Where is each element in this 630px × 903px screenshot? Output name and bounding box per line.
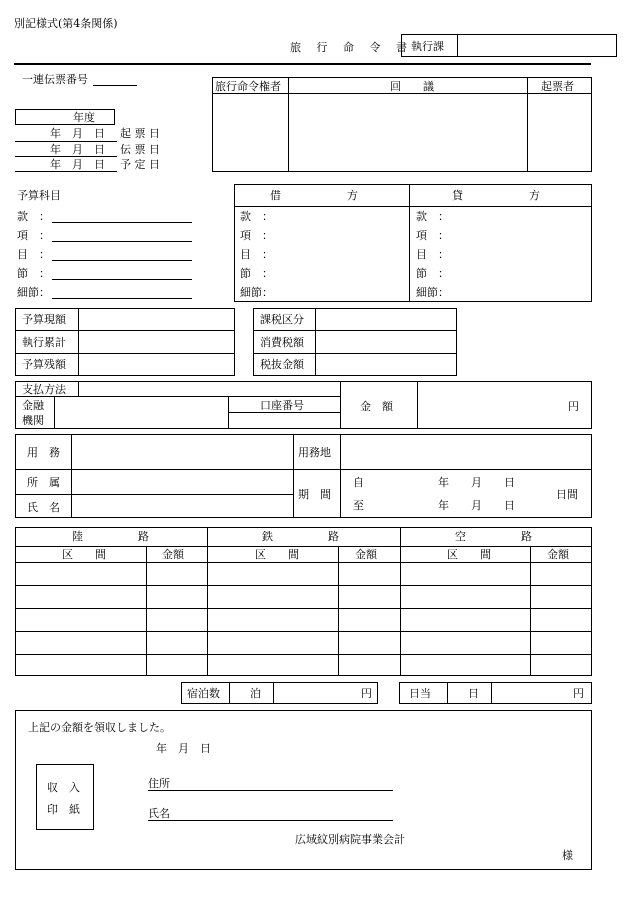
debit-item: 節 ： bbox=[240, 267, 273, 280]
debit-item: 目 ： bbox=[240, 248, 273, 261]
payment-method-label: 支払方法 bbox=[22, 383, 66, 396]
budget-item-field[interactable] bbox=[52, 241, 192, 242]
credit-item: 細節： bbox=[416, 286, 449, 299]
receipt-text: 上記の金額を領収しました。 bbox=[28, 721, 171, 734]
payment-yen: 円 bbox=[568, 400, 579, 413]
date-row-label: 伝 票 日 bbox=[120, 143, 160, 156]
tax-category-label: 課税区分 bbox=[260, 313, 304, 326]
land-section-header: 区 間 bbox=[62, 548, 106, 561]
credit-item: 項 ： bbox=[416, 229, 449, 242]
period-to-label: 至 bbox=[353, 499, 364, 512]
rail-section-header: 区 間 bbox=[255, 548, 299, 561]
account-number-label: 口座番号 bbox=[260, 399, 304, 412]
credit-header: 貸 方 bbox=[452, 189, 540, 202]
debit-item: 款 ： bbox=[240, 210, 273, 223]
budget-item-field[interactable] bbox=[52, 260, 192, 261]
lodging-nights-unit: 泊 bbox=[250, 687, 261, 700]
fiscal-year-box[interactable] bbox=[15, 109, 115, 125]
bank-label-2: 機関 bbox=[22, 414, 44, 427]
credit-item: 節 ： bbox=[416, 267, 449, 280]
credit-item: 目 ： bbox=[416, 248, 449, 261]
debit-item: 項 ： bbox=[240, 229, 273, 242]
air-amount-header: 金額 bbox=[547, 548, 569, 561]
header-rule bbox=[14, 63, 591, 65]
date-row-label: 起 票 日 bbox=[120, 127, 160, 140]
air-section-header: 区 間 bbox=[447, 548, 491, 561]
approval-col-drafter: 起票者 bbox=[541, 80, 574, 93]
revenue-stamp-text-2: 印 紙 bbox=[47, 803, 80, 816]
signer-name-label: 氏名 bbox=[148, 807, 170, 820]
lodging-count-label: 宿泊数 bbox=[187, 687, 220, 700]
period-from-date: 年 月 日 bbox=[438, 476, 515, 489]
air-route-header: 空 路 bbox=[455, 530, 532, 543]
fiscal-year-label: 年度 bbox=[73, 111, 95, 124]
revenue-stamp-text-1: 収 入 bbox=[47, 781, 80, 794]
address-field[interactable] bbox=[148, 790, 393, 791]
period-label: 期 間 bbox=[298, 488, 331, 501]
duty-label: 用 務 bbox=[27, 446, 60, 459]
period-days-label: 日間 bbox=[556, 488, 578, 501]
voucher-label: 一連伝票番号 bbox=[22, 73, 88, 86]
credit-item: 款 ： bbox=[416, 210, 449, 223]
budget-item-field[interactable] bbox=[52, 222, 192, 223]
receipt-date: 年 月 日 bbox=[156, 742, 211, 755]
budget-item-label: 項 ： bbox=[17, 229, 50, 242]
form-reference: 別記様式(第4条関係) bbox=[14, 17, 118, 30]
affiliation-label: 所 属 bbox=[27, 476, 60, 489]
bank-label: 金融 bbox=[22, 399, 44, 412]
allowance-yen: 円 bbox=[573, 687, 584, 700]
budget-current-label: 予算現額 bbox=[22, 313, 66, 326]
organization-name: 広域紋別病院事業会計 bbox=[295, 833, 405, 846]
payment-amount-label: 金 額 bbox=[360, 400, 393, 413]
date-row-ymd: 年 月 日 bbox=[50, 143, 105, 156]
allowance-day-unit: 日 bbox=[468, 687, 479, 700]
execution-total-label: 執行累計 bbox=[22, 336, 66, 349]
land-amount-header: 金額 bbox=[162, 548, 184, 561]
land-route-header: 陸 路 bbox=[72, 530, 149, 543]
voucher-number-field[interactable] bbox=[93, 85, 137, 86]
debit-header: 借 方 bbox=[270, 189, 358, 202]
duty-place-label: 用務地 bbox=[298, 446, 331, 459]
budget-item-field[interactable] bbox=[52, 279, 192, 280]
pretax-amount-label: 税抜金額 bbox=[260, 358, 304, 371]
lodging-yen: 円 bbox=[361, 687, 372, 700]
dept-divider bbox=[457, 34, 458, 57]
dept-label: 執行課 bbox=[411, 40, 444, 53]
debit-item: 細節： bbox=[240, 286, 273, 299]
budget-item-label: 細節： bbox=[17, 286, 50, 299]
revenue-stamp-box bbox=[36, 764, 94, 830]
form-title: 旅 行 命 令 書 bbox=[290, 41, 413, 54]
rail-route-header: 鉄 路 bbox=[262, 530, 339, 543]
rail-amount-header: 金額 bbox=[355, 548, 377, 561]
date-row-ymd: 年 月 日 bbox=[50, 127, 105, 140]
approval-col-circulation: 回 議 bbox=[390, 80, 434, 93]
budget-item-label: 目 ： bbox=[17, 248, 50, 261]
budget-item-field[interactable] bbox=[52, 298, 192, 299]
address-label: 住所 bbox=[148, 777, 170, 790]
name-label: 氏 名 bbox=[27, 501, 60, 514]
daily-allowance-label: 日当 bbox=[409, 687, 431, 700]
budget-remaining-label: 予算残額 bbox=[22, 358, 66, 371]
honorific-sama: 様 bbox=[562, 849, 573, 862]
period-to-date: 年 月 日 bbox=[438, 499, 515, 512]
consumption-tax-label: 消費税額 bbox=[260, 336, 304, 349]
budget-item-label: 款 ： bbox=[17, 210, 50, 223]
budget-item-label: 節 ： bbox=[17, 267, 50, 280]
date-row-ymd: 年 月 日 bbox=[50, 158, 105, 171]
budget-title: 予算科目 bbox=[17, 189, 61, 202]
signer-name-field[interactable] bbox=[148, 820, 393, 821]
approval-col-authority: 旅行命令権者 bbox=[215, 80, 281, 93]
period-from-label: 自 bbox=[353, 476, 364, 489]
date-row-label: 予 定 日 bbox=[120, 158, 160, 171]
